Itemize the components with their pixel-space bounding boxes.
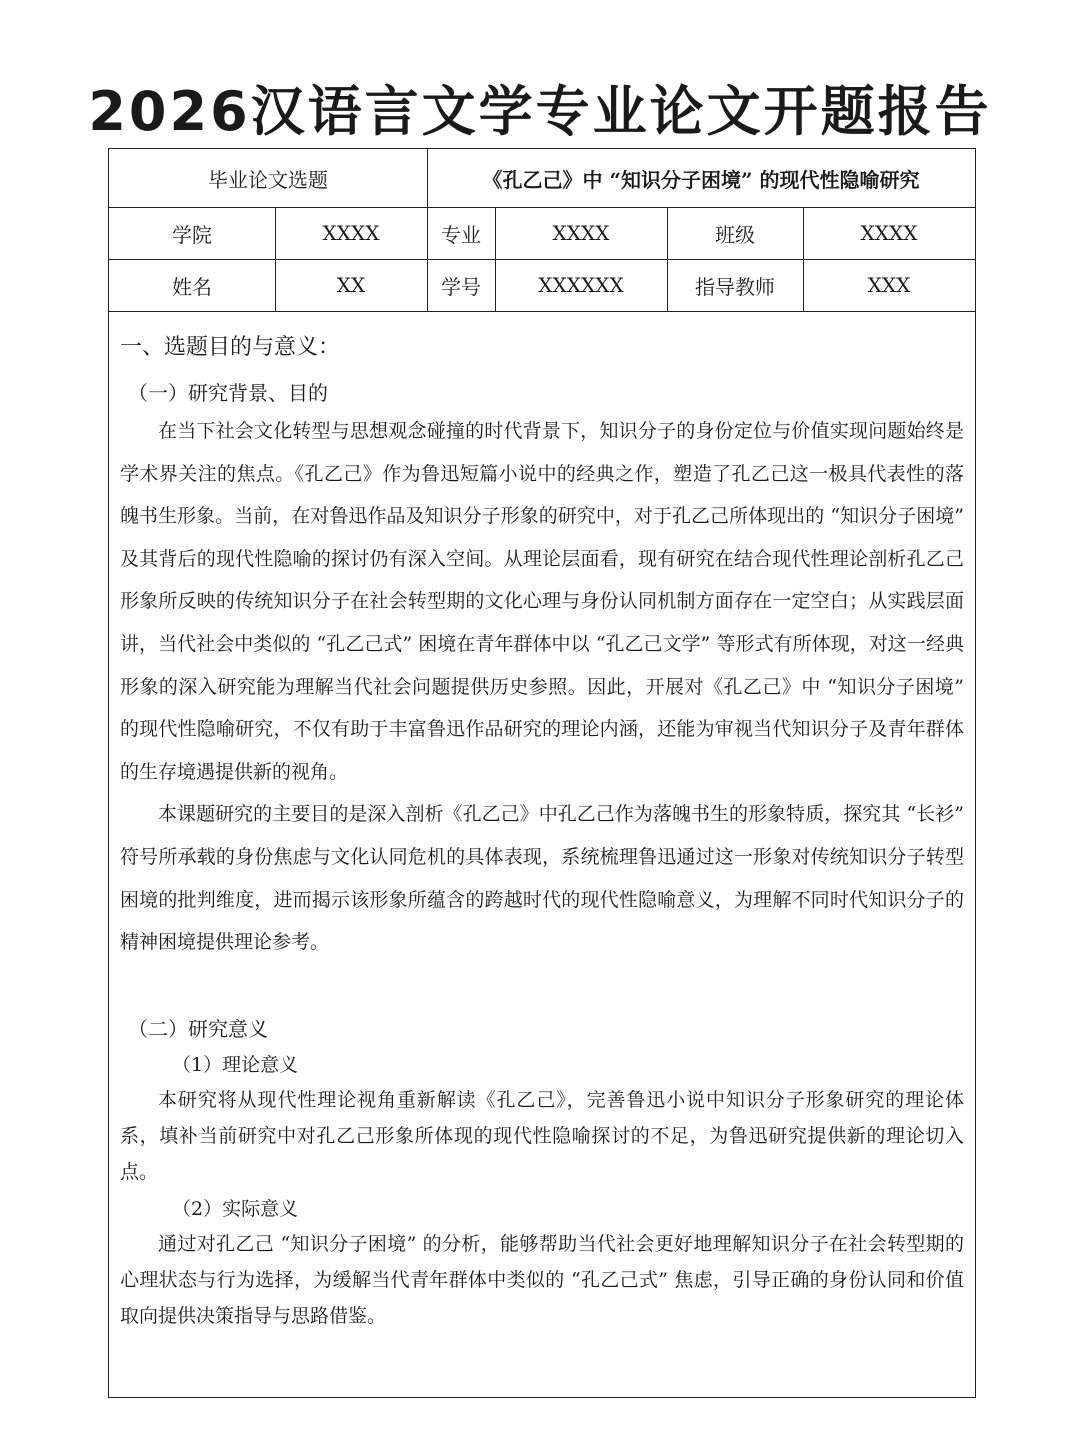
class-value: XXXX: [860, 221, 918, 245]
document-title: 2026汉语言文学专业论文开题报告: [88, 80, 992, 143]
sub-subsection-heading: （2）实际意义: [172, 1197, 299, 1220]
paragraph: 本课题研究的主要目的是深入剖析《孔乙己》中孔乙己作为落魄书生的形象特质，探究其 “长衫” 符号所承载的身份焦虑与文化认同危机的具体表现，系统梳理鲁迅通过这一形象对传统知识分子转型困境的批判维度，进而揭示该形象所蕴含的跨越时代的现代性隐喻意义，为理解不同时代知识分子的精神困境提供理论参考。: [120, 803, 964, 954]
student-id-label: 学号: [441, 274, 481, 299]
section-heading: 一、选题目的与意义：: [120, 335, 341, 360]
paragraph: 在当下社会文化转型与思想观念碰撞的时代背景下，知识分子的身份定位与价值实现问题始终是学术界关注的焦点。《孔乙己》作为鲁迅短篇小说中的经典之作，塑造了孔乙己这一极具代表性的落魄书生形象。当前，在对鲁迅作品及知识分子形象的研究中，对于孔乙己所体现出的 “知识分子困境” 及其背后的现代性隐喻的探讨仍有深入空间。从理论层面看，现有研究在结合现代性理论剖析孔乙己形象所反映的传统知识分子在社会转型期的文化心理与身份认同机制方面存在一定空白；从实践层面讲，当代社会中类似的 “孔乙己式” 困境在青年群体中以 “孔乙己文学” 等形式有所体现，对这一经典形象的深入研究能为理解当代社会问题提供历史参照。因此，开展对《孔乙己》中 “知识分子困境” 的现代性隐喻研究，不仅有助于丰富鲁迅作品研究的理论内涵，还能为审视当代知识分子及青年群体的生存境遇提供新的视角。: [120, 420, 964, 783]
college-value: XXXX: [322, 221, 380, 245]
table-divider: [275, 207, 276, 311]
college-label: 学院: [172, 222, 212, 247]
name-value: XX: [336, 273, 366, 297]
major-value: XXXX: [552, 221, 610, 245]
paragraph: 通过对孔乙己 “知识分子困境” 的分析，能够帮助当代社会更好地理解知识分子在社会转型期的心理状态与行为选择，为缓解当代青年群体中类似的 “孔乙己式” 焦虑，引导正确的身份认同和价值取向提供决策指导与思路借鉴。: [120, 1232, 964, 1327]
class-label: 班级: [715, 222, 755, 247]
report-body: [108, 312, 976, 1334]
advisor-label: 指导教师: [695, 274, 775, 299]
paragraph: 本研究将从现代性理论视角重新解读《孔乙己》，完善鲁迅小说中知识分子形象研究的理论体系，填补当前研究中对孔乙己形象所体现的现代性隐喻探讨的不足，为鲁迅研究提供新的理论切入点。: [120, 1088, 964, 1183]
spacer: [120, 964, 964, 1002]
table-divider: [495, 207, 496, 311]
table-divider: [109, 207, 975, 208]
table-divider: [803, 207, 804, 311]
subsection-heading: （二）研究意义: [128, 1016, 268, 1041]
advisor-value: XXX: [867, 273, 911, 297]
table-divider: [667, 207, 668, 311]
table-divider: [109, 259, 975, 260]
table-divider: [427, 149, 428, 311]
topic-value: 《孔乙己》中 “知识分子困境” 的现代性隐喻研究: [482, 167, 920, 192]
topic-label: 毕业论文选题: [208, 167, 328, 192]
major-label: 专业: [441, 222, 481, 247]
sub-subsection-heading: （1）理论意义: [172, 1053, 299, 1076]
subsection-heading: （一）研究背景、目的: [128, 381, 328, 405]
student-id-value: XXXXXX: [538, 273, 624, 297]
name-label: 姓名: [172, 274, 212, 299]
